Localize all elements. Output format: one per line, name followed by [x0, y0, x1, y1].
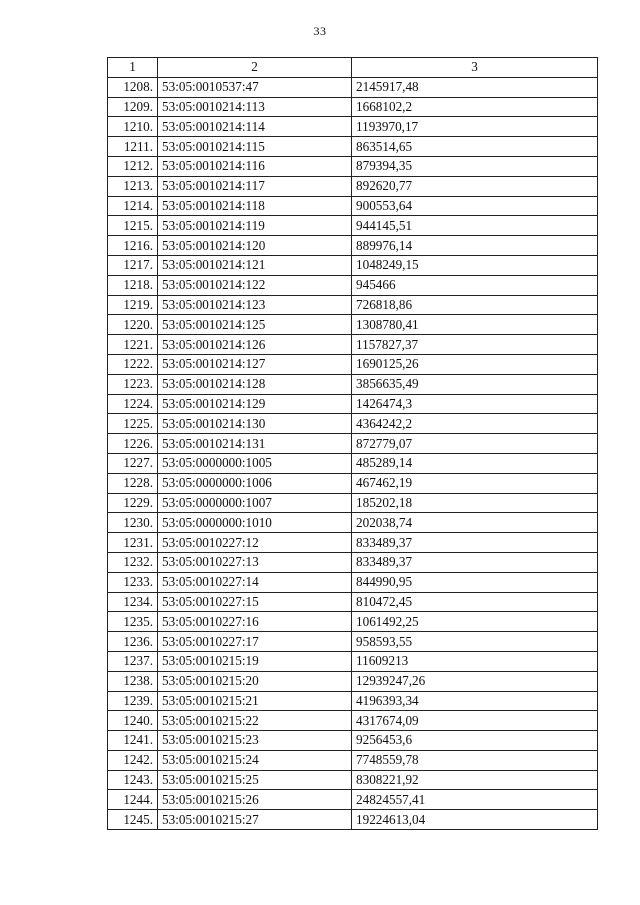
row-number: 1213. — [108, 176, 158, 196]
table-row — [108, 612, 598, 632]
row-number: 1211. — [108, 137, 158, 157]
row-number: 1214. — [108, 196, 158, 216]
table-row — [108, 533, 598, 553]
cadastral-number: 53:05:0000000:1010 — [158, 513, 352, 533]
cadastral-number: 53:05:0010227:15 — [158, 592, 352, 612]
row-number: 1235. — [108, 612, 158, 632]
table-row — [108, 137, 598, 157]
cadastral-number: 53:05:0010214:131 — [158, 434, 352, 454]
cadastral-value: 4196393,34 — [352, 691, 598, 711]
row-number: 1227. — [108, 453, 158, 473]
cadastral-number: 53:05:0010214:121 — [158, 255, 352, 275]
table-body — [108, 77, 598, 829]
table-row — [108, 572, 598, 592]
table-row — [108, 434, 598, 454]
cadastral-number: 53:05:0010214:117 — [158, 176, 352, 196]
row-number: 1228. — [108, 473, 158, 493]
cadastral-number: 53:05:0010214:119 — [158, 216, 352, 236]
table-row — [108, 711, 598, 731]
cadastral-number: 53:05:0010215:27 — [158, 810, 352, 830]
cadastral-value: 892620,77 — [352, 176, 598, 196]
cadastral-value: 467462,19 — [352, 473, 598, 493]
table-row — [108, 354, 598, 374]
cadastral-number: 53:05:0010214:115 — [158, 137, 352, 157]
cadastral-number: 53:05:0010227:17 — [158, 632, 352, 652]
cadastral-number: 53:05:0010214:123 — [158, 295, 352, 315]
cadastral-value: 889976,14 — [352, 236, 598, 256]
row-number: 1220. — [108, 315, 158, 335]
row-number: 1221. — [108, 335, 158, 355]
cadastral-value: 202038,74 — [352, 513, 598, 533]
cadastral-value: 11609213 — [352, 651, 598, 671]
cadastral-number: 53:05:0010214:118 — [158, 196, 352, 216]
cadastral-number: 53:05:0010214:113 — [158, 97, 352, 117]
cadastral-value-table — [107, 57, 598, 830]
table-row — [108, 493, 598, 513]
row-number: 1237. — [108, 651, 158, 671]
cadastral-number: 53:05:0010227:14 — [158, 572, 352, 592]
cadastral-value: 7748559,78 — [352, 750, 598, 770]
table-row — [108, 473, 598, 493]
row-number: 1241. — [108, 731, 158, 751]
row-number: 1240. — [108, 711, 158, 731]
cadastral-value: 1157827,37 — [352, 335, 598, 355]
row-number: 1222. — [108, 354, 158, 374]
row-number: 1230. — [108, 513, 158, 533]
table-row — [108, 374, 598, 394]
cadastral-number: 53:05:0010215:24 — [158, 750, 352, 770]
row-number: 1236. — [108, 632, 158, 652]
cadastral-number: 53:05:0000000:1007 — [158, 493, 352, 513]
cadastral-number: 53:05:0010215:20 — [158, 671, 352, 691]
row-number: 1233. — [108, 572, 158, 592]
row-number: 1229. — [108, 493, 158, 513]
cadastral-value: 844990,95 — [352, 572, 598, 592]
cadastral-number: 53:05:0010227:12 — [158, 533, 352, 553]
row-number: 1218. — [108, 275, 158, 295]
table-row — [108, 592, 598, 612]
table-row — [108, 552, 598, 572]
cadastral-value: 1048249,15 — [352, 255, 598, 275]
cadastral-value: 1308780,41 — [352, 315, 598, 335]
cadastral-value: 833489,37 — [352, 552, 598, 572]
table-row — [108, 731, 598, 751]
row-number: 1210. — [108, 117, 158, 137]
table-row — [108, 750, 598, 770]
cadastral-number: 53:05:0010215:22 — [158, 711, 352, 731]
cadastral-number: 53:05:0010214:128 — [158, 374, 352, 394]
table-row — [108, 394, 598, 414]
cadastral-number: 53:05:0010214:129 — [158, 394, 352, 414]
cadastral-number: 53:05:0010215:26 — [158, 790, 352, 810]
row-number: 1239. — [108, 691, 158, 711]
cadastral-number: 53:05:0000000:1006 — [158, 473, 352, 493]
cadastral-value: 24824557,41 — [352, 790, 598, 810]
cadastral-value: 9256453,6 — [352, 731, 598, 751]
table-row — [108, 632, 598, 652]
cadastral-value: 900553,64 — [352, 196, 598, 216]
row-number: 1231. — [108, 533, 158, 553]
table-row — [108, 671, 598, 691]
cadastral-value: 4364242,2 — [352, 414, 598, 434]
column-header-3: 3 — [352, 58, 598, 78]
cadastral-value: 945466 — [352, 275, 598, 295]
cadastral-value: 944145,51 — [352, 216, 598, 236]
cadastral-value: 185202,18 — [352, 493, 598, 513]
row-number: 1215. — [108, 216, 158, 236]
cadastral-number: 53:05:0010214:126 — [158, 335, 352, 355]
cadastral-number: 53:05:0010214:114 — [158, 117, 352, 137]
cadastral-value: 4317674,09 — [352, 711, 598, 731]
table-row — [108, 414, 598, 434]
cadastral-value: 1690125,26 — [352, 354, 598, 374]
row-number: 1234. — [108, 592, 158, 612]
row-number: 1212. — [108, 156, 158, 176]
row-number: 1243. — [108, 770, 158, 790]
table-row — [108, 651, 598, 671]
cadastral-value: 810472,45 — [352, 592, 598, 612]
cadastral-value: 3856635,49 — [352, 374, 598, 394]
cadastral-number: 53:05:0010214:122 — [158, 275, 352, 295]
cadastral-number: 53:05:0010214:125 — [158, 315, 352, 335]
row-number: 1219. — [108, 295, 158, 315]
table-row — [108, 216, 598, 236]
row-number: 1242. — [108, 750, 158, 770]
cadastral-number: 53:05:0010214:127 — [158, 354, 352, 374]
row-number: 1225. — [108, 414, 158, 434]
cadastral-value: 1668102,2 — [352, 97, 598, 117]
cadastral-number: 53:05:0010227:13 — [158, 552, 352, 572]
cadastral-value: 1426474,3 — [352, 394, 598, 414]
table-row — [108, 691, 598, 711]
row-number: 1223. — [108, 374, 158, 394]
cadastral-number: 53:05:0010214:116 — [158, 156, 352, 176]
table-row — [108, 275, 598, 295]
row-number: 1232. — [108, 552, 158, 572]
table-row — [108, 196, 598, 216]
cadastral-number: 53:05:0000000:1005 — [158, 453, 352, 473]
row-number: 1216. — [108, 236, 158, 256]
table-row — [108, 255, 598, 275]
table-row — [108, 790, 598, 810]
page-number: 33 — [313, 24, 327, 38]
cadastral-value: 879394,35 — [352, 156, 598, 176]
cadastral-value: 19224613,04 — [352, 810, 598, 830]
table-row — [108, 770, 598, 790]
column-header-2: 2 — [158, 58, 352, 78]
cadastral-value: 1061492,25 — [352, 612, 598, 632]
cadastral-value: 2145917,48 — [352, 77, 598, 97]
row-number: 1226. — [108, 434, 158, 454]
table-row — [108, 156, 598, 176]
cadastral-number: 53:05:0010214:130 — [158, 414, 352, 434]
cadastral-value: 863514,65 — [352, 137, 598, 157]
cadastral-number: 53:05:0010214:120 — [158, 236, 352, 256]
table-row — [108, 236, 598, 256]
row-number: 1224. — [108, 394, 158, 414]
row-number: 1245. — [108, 810, 158, 830]
table-row — [108, 335, 598, 355]
table-row — [108, 810, 598, 830]
cadastral-number: 53:05:0010215:21 — [158, 691, 352, 711]
cadastral-value: 8308221,92 — [352, 770, 598, 790]
table-header-row — [108, 58, 598, 78]
table-row — [108, 315, 598, 335]
table-row — [108, 176, 598, 196]
row-number: 1217. — [108, 255, 158, 275]
table-row — [108, 453, 598, 473]
cadastral-value: 726818,86 — [352, 295, 598, 315]
cadastral-value: 958593,55 — [352, 632, 598, 652]
cadastral-number: 53:05:0010215:19 — [158, 651, 352, 671]
column-header-1: 1 — [108, 58, 158, 78]
cadastral-number: 53:05:0010215:23 — [158, 731, 352, 751]
cadastral-value: 1193970,17 — [352, 117, 598, 137]
row-number: 1208. — [108, 77, 158, 97]
table-row — [108, 295, 598, 315]
cadastral-number: 53:05:0010215:25 — [158, 770, 352, 790]
table-row — [108, 513, 598, 533]
row-number: 1238. — [108, 671, 158, 691]
table-row — [108, 117, 598, 137]
cadastral-value: 485289,14 — [352, 453, 598, 473]
cadastral-value: 833489,37 — [352, 533, 598, 553]
cadastral-number: 53:05:0010537:47 — [158, 77, 352, 97]
cadastral-number: 53:05:0010227:16 — [158, 612, 352, 632]
cadastral-value: 872779,07 — [352, 434, 598, 454]
cadastral-value: 12939247,26 — [352, 671, 598, 691]
row-number: 1209. — [108, 97, 158, 117]
row-number: 1244. — [108, 790, 158, 810]
table-row — [108, 77, 598, 97]
table-row — [108, 97, 598, 117]
